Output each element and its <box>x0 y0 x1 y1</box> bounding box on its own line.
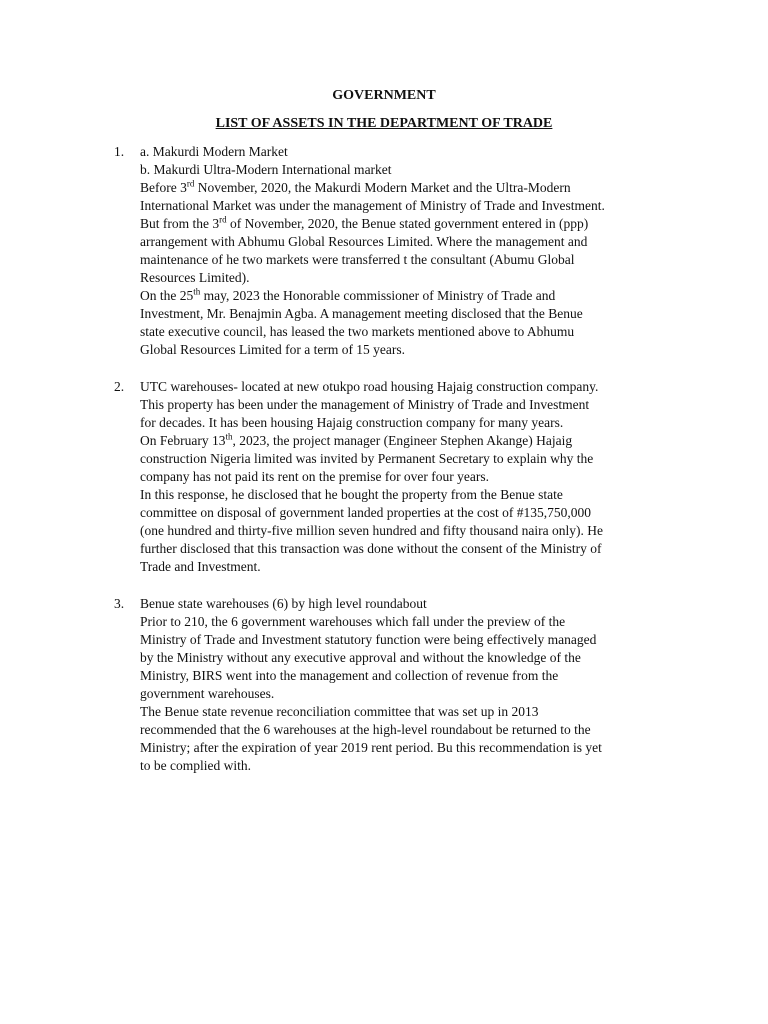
text-line: The Benue state revenue reconciliation committee that was set up in 2013 <box>140 704 539 719</box>
text-line: recommended that the 6 warehouses at the high-level roundabout be returned to the <box>140 722 591 737</box>
document-title: GOVERNMENT <box>332 88 436 103</box>
list-item <box>114 595 684 775</box>
ordinal-superscript: rd <box>186 178 195 189</box>
text-line: Resources Limited). <box>140 270 250 285</box>
text-line: Ministry, BIRS went into the management and collection of revenue from the <box>140 668 559 683</box>
text-run: may, 2023 the Honorable commissioner of Ministry of Trade and <box>200 288 556 303</box>
text-line: Ministry; after the expiration of year 2019 rent period. Bu this recommendation is yet <box>140 740 602 755</box>
text-line: UTC warehouses- located at new otukpo road housing Hajaig construction company. <box>140 379 599 394</box>
ordinal-superscript: th <box>193 286 201 297</box>
list-item-body <box>140 143 684 359</box>
ordinal-superscript: th <box>225 431 233 442</box>
list-item <box>114 378 684 576</box>
list-item-number: 1. <box>114 144 125 159</box>
text-line: to be complied with. <box>140 758 251 773</box>
list-item <box>114 143 684 359</box>
text-line <box>140 179 684 197</box>
text-run: , 2023, the project manager (Engineer Stephen Akange) Hajaig <box>232 433 573 448</box>
text-line: This property has been under the management of Ministry of Trade and Investment <box>140 397 590 412</box>
text-line: government warehouses. <box>140 686 275 701</box>
document-subtitle: LIST OF ASSETS IN THE DEPARTMENT OF TRADE <box>215 116 553 131</box>
text-run: of November, 2020, the Benue stated government entered in (ppp) <box>226 216 589 231</box>
text-line: In this response, he disclosed that he bought the property from the Benue state <box>140 487 563 502</box>
text-line: Trade and Investment. <box>140 559 261 574</box>
text-line: by the Ministry without any executive approval and without the knowledge of the <box>140 650 581 665</box>
list-item-body <box>140 595 684 775</box>
text-line: b. Makurdi Ultra-Modern International market <box>140 162 392 177</box>
text-line: (one hundred and thirty-five million seven hundred and fifty thousand naira only). He <box>140 523 604 538</box>
text-line: arrangement with Abhumu Global Resources Limited. Where the management and <box>140 234 588 249</box>
text-line: maintenance of he two markets were transferred t the consultant (Abumu Global <box>140 252 575 267</box>
text-line: Prior to 210, the 6 government warehouses which fall under the preview of the <box>140 614 566 629</box>
text-run: November, 2020, the Makurdi Modern Market and the Ultra-Modern <box>194 180 571 195</box>
text-run: On the 25 <box>140 288 194 303</box>
list-item-number: 2. <box>114 379 125 394</box>
text-line: a. Makurdi Modern Market <box>140 144 288 159</box>
text-line: Investment, Mr. Benajmin Agba. A management meeting disclosed that the Benue <box>140 306 583 321</box>
text-run: But from the 3 <box>140 216 220 231</box>
text-run: On February 13 <box>140 433 226 448</box>
text-line: Global Resources Limited for a term of 15 years. <box>140 342 406 357</box>
list-item-body <box>140 378 684 576</box>
text-line: International Market was under the management of Ministry of Trade and Investment. <box>140 198 605 213</box>
text-line <box>140 215 684 233</box>
list-item-number: 3. <box>114 596 125 611</box>
text-line <box>140 432 684 450</box>
text-line: Benue state warehouses (6) by high level roundabout <box>140 596 427 611</box>
text-line: further disclosed that this transaction was done without the consent of the Ministry of <box>140 541 602 556</box>
text-line: committee on disposal of government landed properties at the cost of #135,750,000 <box>140 505 592 520</box>
text-line: company has not paid its rent on the premise for over four years. <box>140 469 490 484</box>
text-run: Before 3 <box>140 180 187 195</box>
text-line: construction Nigeria limited was invited by Permanent Secretary to explain why the <box>140 451 594 466</box>
text-line: Ministry of Trade and Investment statutory function were being effectively managed <box>140 632 597 647</box>
text-line <box>140 287 684 305</box>
text-line: state executive council, has leased the two markets mentioned above to Abhumu <box>140 324 575 339</box>
ordinal-superscript: rd <box>219 214 227 225</box>
text-line: for decades. It has been housing Hajaig construction company for many years. <box>140 415 564 430</box>
